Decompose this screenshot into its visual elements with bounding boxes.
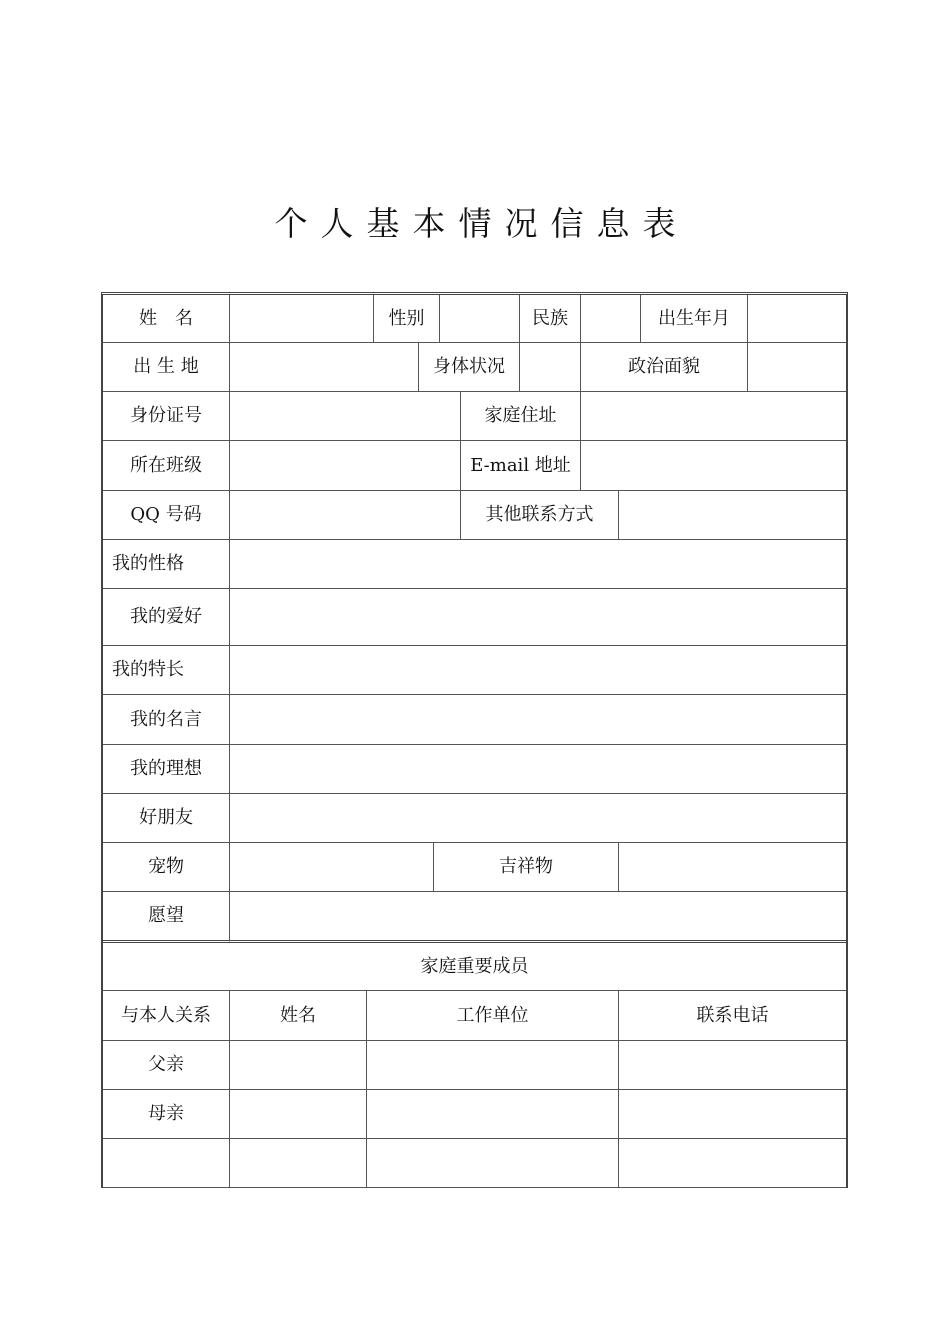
qq-label: QQ 号码 xyxy=(103,491,230,540)
id-field[interactable] xyxy=(230,392,461,441)
family-section-title: 家庭重要成员 xyxy=(103,943,847,991)
mascot-field[interactable] xyxy=(619,843,847,892)
mascot-label: 吉祥物 xyxy=(434,843,619,892)
wish-label: 愿望 xyxy=(103,892,230,943)
id-label: 身份证号 xyxy=(103,392,230,441)
birth-date-field[interactable] xyxy=(748,295,847,343)
gender-label: 性别 xyxy=(374,295,440,343)
family-phone-field[interactable] xyxy=(619,1090,847,1139)
birthplace-field[interactable] xyxy=(230,343,419,392)
family-relation-cell: 父亲 xyxy=(103,1041,230,1090)
personality-field[interactable] xyxy=(230,540,847,589)
family-name-field[interactable] xyxy=(230,1139,367,1188)
ethnicity-field[interactable] xyxy=(581,295,641,343)
family-header-relation: 与本人关系 xyxy=(103,991,230,1041)
other-contact-field[interactable] xyxy=(619,491,847,540)
birth-date-label: 出生年月 xyxy=(641,295,748,343)
political-label: 政治面貌 xyxy=(581,343,748,392)
family-relation-cell[interactable] xyxy=(103,1139,230,1188)
email-label: E-mail 地址 xyxy=(461,441,581,491)
family-name-field[interactable] xyxy=(230,1090,367,1139)
hobby-field[interactable] xyxy=(230,589,847,646)
family-name-field[interactable] xyxy=(230,1041,367,1090)
qq-field[interactable] xyxy=(230,491,461,540)
friends-label: 好朋友 xyxy=(103,794,230,843)
ethnicity-label: 民族 xyxy=(520,295,581,343)
other-contact-label: 其他联系方式 xyxy=(461,491,619,540)
family-header-workplace: 工作单位 xyxy=(367,991,619,1041)
health-field[interactable] xyxy=(520,343,581,392)
personality-label: 我的性格 xyxy=(103,540,230,589)
specialty-field[interactable] xyxy=(230,646,847,695)
family-header-phone: 联系电话 xyxy=(619,991,847,1041)
pet-field[interactable] xyxy=(230,843,434,892)
family-header-name: 姓名 xyxy=(230,991,367,1041)
class-field[interactable] xyxy=(230,441,461,491)
name-label: 姓 名 xyxy=(103,295,230,343)
motto-label: 我的名言 xyxy=(103,695,230,745)
specialty-label: 我的特长 xyxy=(103,646,230,695)
gender-field[interactable] xyxy=(440,295,520,343)
friends-field[interactable] xyxy=(230,794,847,843)
health-label: 身体状况 xyxy=(419,343,520,392)
family-phone-field[interactable] xyxy=(619,1139,847,1188)
family-workplace-field[interactable] xyxy=(367,1090,619,1139)
email-field[interactable] xyxy=(581,441,847,491)
pet-label: 宠物 xyxy=(103,843,230,892)
family-workplace-field[interactable] xyxy=(367,1139,619,1188)
family-phone-field[interactable] xyxy=(619,1041,847,1090)
form-title: 个人基本情况信息表 xyxy=(274,204,689,243)
address-label: 家庭住址 xyxy=(461,392,581,441)
address-field[interactable] xyxy=(581,392,847,441)
family-relation-cell: 母亲 xyxy=(103,1090,230,1139)
ideal-field[interactable] xyxy=(230,745,847,794)
class-label: 所在班级 xyxy=(103,441,230,491)
wish-field[interactable] xyxy=(230,892,847,943)
family-workplace-field[interactable] xyxy=(367,1041,619,1090)
ideal-label: 我的理想 xyxy=(103,745,230,794)
political-field[interactable] xyxy=(748,343,847,392)
name-field[interactable] xyxy=(230,295,374,343)
motto-field[interactable] xyxy=(230,695,847,745)
hobby-label: 我的爱好 xyxy=(103,589,230,646)
birthplace-label: 出 生 地 xyxy=(103,343,230,392)
